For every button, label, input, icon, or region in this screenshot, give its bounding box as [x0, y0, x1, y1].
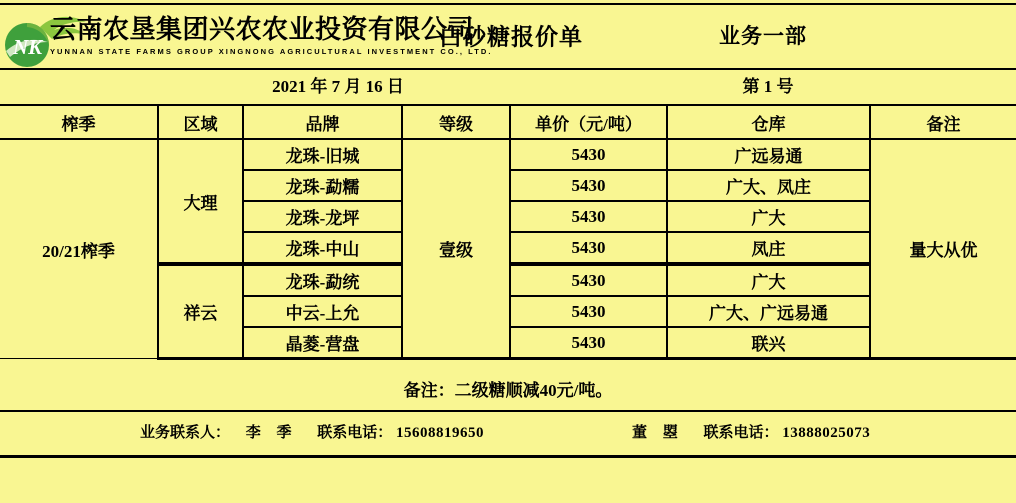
contact-2-phone-label: 联系电话： [703, 425, 779, 441]
doc-title: 白砂糖报价单 [439, 24, 583, 50]
contact-label: 业务联系人： [140, 425, 231, 441]
price-cell: 5430 [510, 232, 667, 264]
contact-2-phone: 13888025073 [782, 425, 871, 441]
col-header-price: 单价（元/吨） [510, 105, 667, 139]
col-header-brand: 品牌 [243, 105, 402, 139]
brand-cell: 龙珠-勐统 [243, 264, 402, 296]
price-cell: 5430 [510, 170, 667, 201]
brand-cell: 中云-上允 [243, 296, 402, 327]
price-cell: 5430 [510, 201, 667, 232]
note-row [0, 371, 1016, 412]
price-cell: 5430 [510, 139, 667, 170]
col-header-grade: 等级 [402, 105, 510, 139]
warehouse-cell: 联兴 [667, 327, 870, 359]
contact-2 [632, 412, 870, 455]
company-header [0, 5, 1016, 68]
region-cell-dali: 大理 [158, 139, 243, 264]
brand-cell: 龙珠-中山 [243, 232, 402, 264]
warehouse-cell: 广大 [667, 264, 870, 296]
remark-cell: 量大从优 [870, 139, 1016, 359]
contact-1-phone: 15608819650 [396, 425, 485, 441]
table-row [0, 139, 1016, 170]
note-text: 备注：二级糖顺减40元/吨。 [403, 381, 613, 400]
brand-cell: 龙珠-旧城 [243, 139, 402, 170]
col-header-season: 榨季 [0, 105, 158, 139]
company-name-en: YUNNAN STATE FARMS GROUP XINGNONG AGRICULTURAL INVESTMENT CO., LTD. [50, 47, 493, 56]
quote-date: 2021 年 7 月 16 日 [272, 77, 404, 96]
warehouse-cell: 广大 [667, 201, 870, 232]
date-row [0, 68, 1016, 104]
warehouse-cell: 广大、广远易通 [667, 296, 870, 327]
contact-1 [140, 412, 484, 455]
company-name-block [50, 14, 493, 56]
warehouse-cell: 广大、凤庄 [667, 170, 870, 201]
season-cell: 20/21榨季 [0, 139, 158, 359]
price-cell: 5430 [510, 296, 667, 327]
price-cell: 5430 [510, 264, 667, 296]
brand-cell: 晶菱-营盘 [243, 327, 402, 359]
col-header-warehouse: 仓库 [667, 105, 870, 139]
department-label: 业务一部 [719, 24, 807, 48]
logo-monogram: NK [13, 35, 43, 59]
contact-2-name: 董 曌 [632, 425, 684, 441]
contact-1-phone-label: 联系电话： [317, 425, 393, 441]
issue-number: 第 1 号 [742, 77, 794, 96]
contact-row [0, 412, 1016, 458]
region-cell-xiangyun: 祥云 [158, 264, 243, 359]
warehouse-cell: 凤庄 [667, 232, 870, 264]
col-header-region: 区域 [158, 105, 243, 139]
warehouse-cell: 广远易通 [667, 139, 870, 170]
quote-table [0, 104, 1016, 360]
header-row [0, 105, 1016, 139]
col-header-remark: 备注 [870, 105, 1016, 139]
brand-cell: 龙珠-龙坪 [243, 201, 402, 232]
contact-1-name: 李 季 [245, 425, 298, 441]
grade-cell: 壹级 [402, 139, 510, 359]
brand-cell: 龙珠-勐糯 [243, 170, 402, 201]
company-name: 云南农垦集团兴农农业投资有限公司 [50, 14, 475, 44]
price-cell: 5430 [510, 327, 667, 359]
quote-table-wrap [0, 104, 1016, 360]
